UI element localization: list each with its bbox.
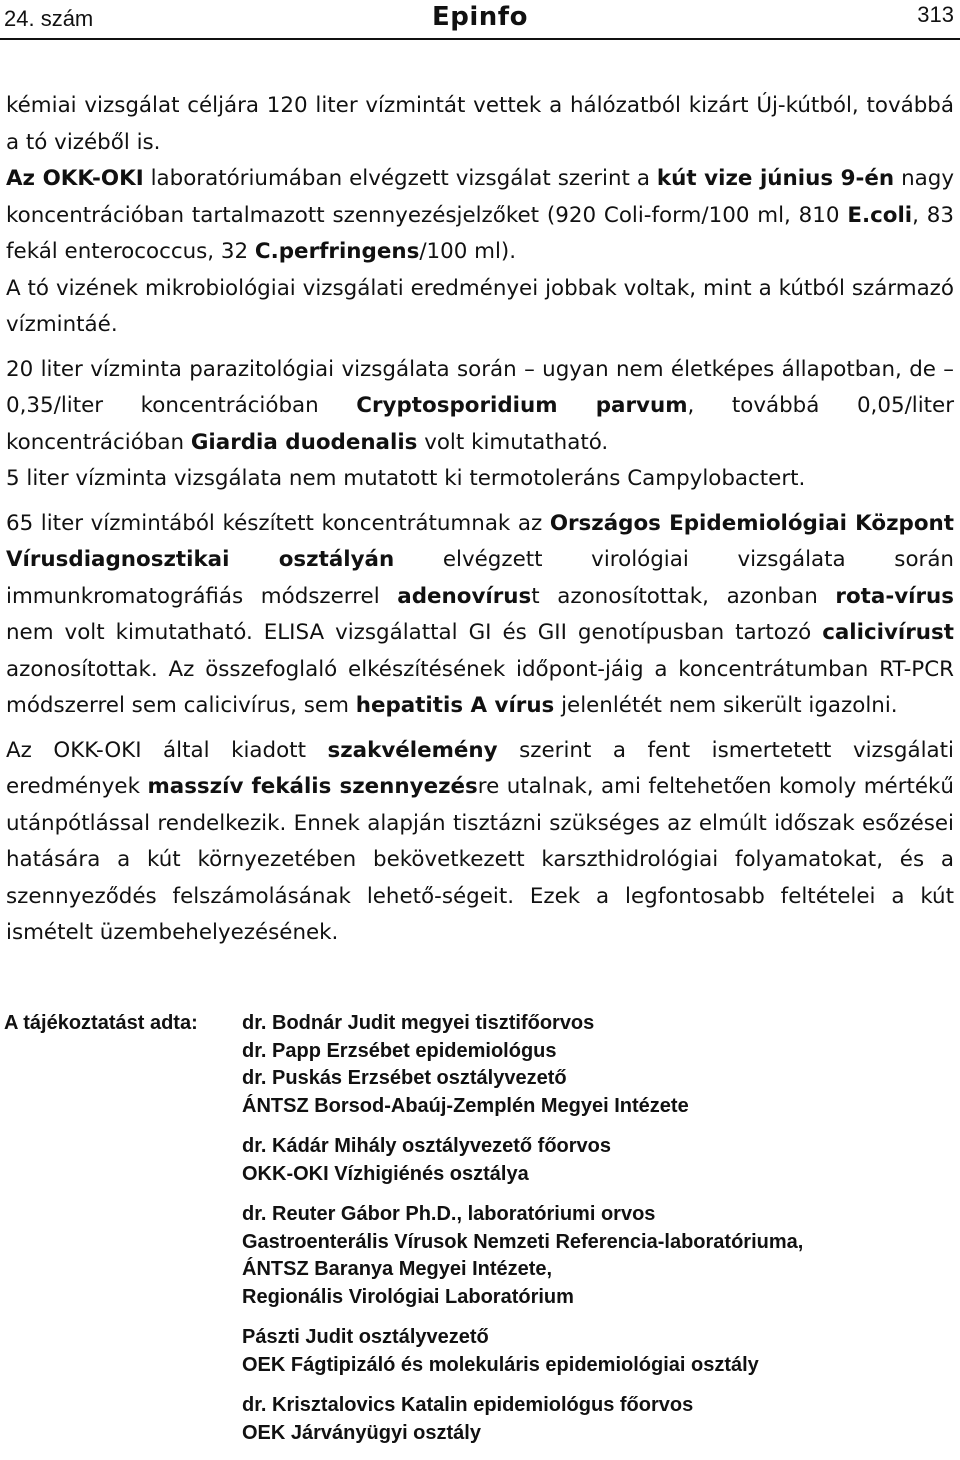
informants-label: A tájékoztatást adta: xyxy=(4,1012,198,1034)
text-run: re utalnak, ami feltehetően komoly mértékű utánpótlással rendelkezik. Ennek alapján tisztázni szükséges az elmúlt időszak esőzései hatására a kút környezetében bekövetkezett karszthidrológiai folyamatokat, és a szennyeződés felszámolásának lehető-ségeit. Ezek a legfontosabb feltételei a kút ismételt üzembehelyezésének. xyxy=(6,774,954,945)
informants-list xyxy=(242,1010,952,1460)
text-run: 5 liter vízminta vizsgálata nem mutatott ki termotoleráns Campylobactert. xyxy=(6,466,806,491)
text-run: nem volt kimutatható. ELISA vizsgálattal GI és GII genotípusban tartozó xyxy=(6,620,823,645)
informant-block xyxy=(242,1201,952,1311)
informant-line: ÁNTSZ Baranya Megyei Intézete, xyxy=(242,1258,553,1280)
text-run: laboratóriumában elvégzett vizsgálat szerint a xyxy=(143,166,657,191)
paragraph-p2 xyxy=(6,161,954,271)
page-header xyxy=(0,0,960,40)
header-rule xyxy=(0,38,960,40)
informant-block xyxy=(242,1133,952,1188)
informant-line: Pászti Judit osztályvezető xyxy=(242,1326,489,1348)
text-run: t azonosítottak, azonban xyxy=(531,583,836,609)
informant-line: Gastroenterális Vírusok Nemzeti Referencia-laboratóriuma, xyxy=(242,1230,804,1253)
issue-number: 24. szám xyxy=(4,6,94,31)
article-body xyxy=(6,88,954,952)
informant-line: Regionális Virológiai Laboratórium xyxy=(242,1285,574,1308)
text-run: , továbbá 0,05/liter koncentrációban xyxy=(6,393,955,455)
paragraph-p1 xyxy=(6,88,954,161)
text-run: azonosítottak. Az összefoglaló elkészítésének időpont-jáig a koncentrátumban RT-PCR módszerrel sem calicivírus, sem xyxy=(6,656,954,718)
text-run: A tó vizének mikrobiológiai vizsgálati eredményei jobbak voltak, mint a kútból származó vízmintáé. xyxy=(6,275,954,337)
text-run: , 83 fekál enterococcus, 32 xyxy=(6,202,954,264)
informant-line: dr. Krisztalovics Katalin epidemiológus főorvos xyxy=(242,1394,694,1416)
informant-block xyxy=(242,1324,952,1379)
emphasis-text: Az OKK-OKI xyxy=(6,166,144,191)
emphasis-text: calicivírust xyxy=(822,620,954,645)
informant-line: OEK Járványügyi osztály xyxy=(242,1421,481,1444)
emphasis-text: Cryptosporidium parvum xyxy=(356,393,688,418)
informant-line: dr. Puskás Erzsébet osztályvezető xyxy=(242,1067,567,1089)
paragraph-p3 xyxy=(6,271,954,344)
emphasis-text: adenovírus xyxy=(397,583,532,609)
emphasis-text: hepatitis A vírus xyxy=(355,693,555,718)
emphasis-text: E.coli xyxy=(847,202,913,228)
paragraph-p5 xyxy=(6,461,954,498)
text-run: 20 liter vízminta parazitológiai vizsgálata során – ugyan nem életképes állapotban, de – 0,35/liter koncentrációban xyxy=(6,356,954,418)
text-run: elvégzett virológiai vizsgálata során immunkromatográfiás módszerrel xyxy=(6,547,954,609)
text-run: nagy koncentrációban tartalmazott szennyezésjelzőket (920 Coli-form/100 ml, 810 xyxy=(6,166,954,228)
emphasis-text: masszív fekális szennyezés xyxy=(147,774,478,799)
text-run: /100 ml). xyxy=(419,239,517,264)
informant-line: OEK Fágtipizáló és molekuláris epidemiológiai osztály xyxy=(242,1353,759,1376)
informant-line: ÁNTSZ Borsod-Abaúj-Zemplén Megyei Intézete xyxy=(242,1094,689,1117)
text-run: 65 liter vízmintából készített koncentrátumnak az xyxy=(6,510,550,536)
informant-block xyxy=(242,1392,952,1447)
informant-line: OKK-OKI Vízhigiénés osztálya xyxy=(242,1162,529,1185)
emphasis-text: szakvélemény xyxy=(327,737,498,763)
informant-line: dr. Kádár Mihály osztályvezető főorvos xyxy=(242,1135,611,1157)
text-run: jelenlétét nem sikerült igazolni. xyxy=(554,693,898,718)
emphasis-text: Országos Epidemiológiai Központ Vírusdiagnosztikai osztályán xyxy=(6,510,954,572)
informant-block xyxy=(242,1010,952,1120)
emphasis-text: Giardia duodenalis xyxy=(190,429,418,455)
emphasis-text: rota-vírus xyxy=(835,583,954,609)
journal-logo: Epinfo xyxy=(432,2,528,32)
paragraph-p7 xyxy=(6,733,954,952)
informant-line: dr. Papp Erzsébet epidemiológus xyxy=(242,1039,557,1062)
text-run: Az OKK-OKI által kiadott xyxy=(6,737,328,763)
informant-line: dr. Bodnár Judit megyei tisztifőorvos xyxy=(242,1012,595,1034)
emphasis-text: C.perfringens xyxy=(254,239,420,264)
paragraph-p4 xyxy=(6,352,954,462)
page-number: 313 xyxy=(917,2,954,27)
text-run: volt kimutatható. xyxy=(417,429,609,455)
emphasis-text: kút vize június 9-én xyxy=(656,166,895,191)
informant-line: dr. Reuter Gábor Ph.D., laboratóriumi orvos xyxy=(242,1203,656,1225)
text-run: kémiai vizsgálat céljára 120 liter vízmintát vettek a hálózatból kizárt Új-kútból, továbbá a tó vizéből is. xyxy=(6,93,954,155)
paragraph-p6 xyxy=(6,506,954,725)
text-run: szerint a fent ismertetett vizsgálati eredmények xyxy=(6,737,954,799)
